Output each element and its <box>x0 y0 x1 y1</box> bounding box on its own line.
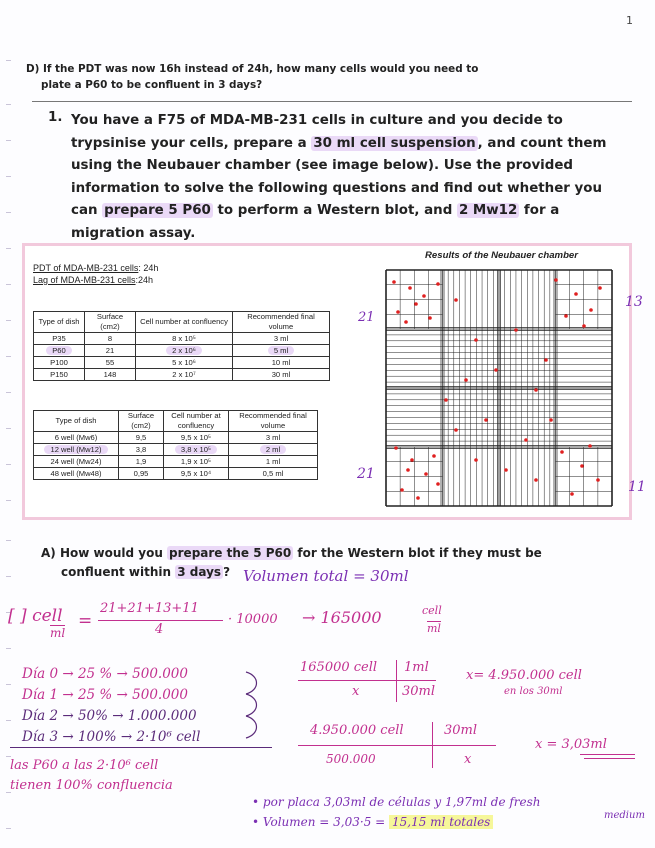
rule1-vline <box>396 660 397 702</box>
count-top-right: 13 <box>625 294 643 310</box>
cell-dot <box>394 446 398 450</box>
table-row: 48 well (Mw48) 0,95 9,5 x 10⁴ 0,5 ml <box>34 468 318 480</box>
cell-dot <box>474 338 478 342</box>
rule2-top-left: 4.950.000 cell <box>310 723 404 738</box>
cell-dot <box>574 292 578 296</box>
rule2-bottom-left: 500.000 <box>326 752 376 766</box>
bullet-1-cont: medium <box>604 810 645 821</box>
cell-dot <box>549 418 553 422</box>
count-bottom-right: 11 <box>628 479 646 495</box>
cell-dot <box>422 294 426 298</box>
cell-dot <box>424 472 428 476</box>
cell-dot <box>436 282 440 286</box>
cell-dot <box>400 488 404 492</box>
th-volume: Recommended final volume <box>233 312 330 333</box>
denominator: 4 <box>155 622 164 637</box>
neubauer-chamber-grid <box>384 268 614 508</box>
cell-dot <box>564 314 568 318</box>
question-a-line1: A) How would you prepare the 5 P60 for the Western blot if they must be <box>41 546 542 560</box>
conclusion <box>10 756 173 796</box>
result-unit-top: cell <box>422 604 442 617</box>
exercise-line-6: migration assay. <box>71 225 196 241</box>
rule2-bottom-right: x <box>464 752 472 767</box>
cell-dot <box>408 286 412 290</box>
table-row: 6 well (Mw6) 9,5 9,5 x 10⁵ 3 ml <box>34 432 318 444</box>
cell-dot <box>484 418 488 422</box>
th-volume: Recommended final volume <box>229 411 318 432</box>
highlight-total-volume: 15,15 ml totales <box>389 815 493 829</box>
exercise-text <box>71 110 636 246</box>
cell-dot <box>436 482 440 486</box>
rule2-hline <box>298 745 496 746</box>
question-a-line2: confluent within 3 days ? <box>61 565 231 579</box>
lag-info: Lag of MDA-MB-231 cells:24h <box>33 275 154 285</box>
divider <box>32 101 632 102</box>
rule2-answer-underline2 <box>584 758 635 759</box>
cell-dot <box>454 428 458 432</box>
bullet-2: • Volumen = 3,03·5 = 15,15 ml totales <box>252 815 493 829</box>
question-d-line2: plate a P60 to be confluent in 3 days? <box>41 79 263 91</box>
exercise-line-2: trypsinise your cells, prepare a 30 ml cell suspension , and count them <box>71 135 607 151</box>
exercise-line-1: You have a F75 of MDA-MB-231 cells in culture and you decide to <box>71 113 563 128</box>
highlight-2-mw12: 2 Mw12 <box>458 203 518 219</box>
rule1-bottom-left: x <box>352 684 360 699</box>
cell-dot <box>454 298 458 302</box>
day-arrows <box>238 664 278 749</box>
table-row: P35 8 8 x 10⁵ 3 ml <box>34 333 330 345</box>
cell-dot <box>414 302 418 306</box>
day-3: Día 3 → 100% → 2·10⁶ cell <box>22 729 201 745</box>
rule2-answer-underline <box>580 754 635 755</box>
conc-label: [ ] cell <box>8 606 63 626</box>
cell-dot <box>534 478 538 482</box>
rule1-hline <box>298 680 436 681</box>
th-type: Type of dish <box>34 411 119 432</box>
exercise-number: 1. <box>48 110 63 125</box>
table-well-plates <box>33 410 318 480</box>
th-cells: Cell number at confluency <box>136 312 233 333</box>
table-dishes <box>33 311 330 381</box>
cell-dot <box>560 450 564 454</box>
cell-dot <box>524 438 528 442</box>
cell-dot <box>396 310 400 314</box>
cell-dot <box>474 458 478 462</box>
highlight-5-p60: prepare 5 P60 <box>104 203 211 219</box>
exercise-line-3: using the Neubauer chamber (see image below). Use the provided <box>71 158 574 174</box>
cell-dot <box>404 320 408 324</box>
rule1-answer: x= 4.950.000 cell en los 30ml <box>466 668 582 697</box>
cell-dot <box>432 454 436 458</box>
count-bottom-left: 21 <box>357 466 375 482</box>
table-row: 24 well (Mw24) 1,9 1,9 x 10⁵ 1 ml <box>34 456 318 468</box>
question-d-line1: D) If the PDT was now 16h instead of 24h, how many cells would you need to <box>26 63 479 75</box>
cell-dot <box>428 316 432 320</box>
cell-dot <box>444 398 448 402</box>
conclusion-line2: tienen 100% confluencia <box>10 778 173 793</box>
rule2-answer: x = 3,03ml <box>535 737 607 752</box>
cell-dot <box>416 496 420 500</box>
table-row: P150 148 2 x 10⁷ 30 ml <box>34 369 330 381</box>
table-header <box>34 411 318 432</box>
th-surface: Surface (cm2) <box>119 411 164 432</box>
cell-dot <box>464 378 468 382</box>
conclusion-line1: las P60 a las 2·10⁶ cell <box>10 758 159 773</box>
rule1-top-left: 165000 cell <box>300 660 378 675</box>
neubauer-title: Results of the Neubauer chamber <box>425 250 579 261</box>
info-block <box>33 262 158 286</box>
day-1: Día 1 → 25 % → 500.000 <box>22 687 188 703</box>
cell-dot <box>410 458 414 462</box>
exercise-line-5: can prepare 5 P60 to perform a Western blot, and 2 Mw12 for a <box>71 203 560 219</box>
equals: = <box>78 611 93 631</box>
cell-dot <box>580 464 584 468</box>
cell-dot <box>570 492 574 496</box>
result-unit-bottom: ml <box>427 622 441 635</box>
question-d <box>26 61 478 93</box>
numerator: 21+21+13+11 <box>100 601 199 616</box>
table-row-highlight: 12 well (Mw12) 3,8 3,8 x 10⁵ 2 ml <box>34 444 318 456</box>
day-2: Día 2 → 50% → 1.000.000 <box>22 708 197 724</box>
cell-dot <box>582 324 586 328</box>
th-surface: Surface (cm2) <box>85 312 136 333</box>
table-row-highlight: P60 21 2 x 10⁶ 5 ml <box>34 345 330 357</box>
bullet-1: • por placa 3,03ml de células y 1,97ml de fresh <box>252 795 541 809</box>
cell-dot <box>514 328 518 332</box>
cell-dot <box>494 368 498 372</box>
table-header <box>34 312 330 333</box>
rule1-bottom-right: 30ml <box>402 684 436 699</box>
highlight-30ml: 30 ml cell suspension <box>313 135 476 151</box>
count-top-left: 21 <box>358 310 375 325</box>
cell-dot <box>504 468 508 472</box>
day-0: Día 0 → 25 % → 500.000 <box>22 666 188 682</box>
day-list <box>22 664 200 748</box>
cell-dot <box>392 280 396 284</box>
rule2-top-right: 30ml <box>444 723 478 738</box>
cell-dot <box>588 444 592 448</box>
conc-result: → 165000 <box>302 608 382 627</box>
th-cells: Cell number at confluency <box>164 411 229 432</box>
volume-total: Volumen total = 30ml <box>243 567 409 585</box>
cell-dot <box>589 308 593 312</box>
cell-dot <box>596 478 600 482</box>
fraction-bar <box>98 620 223 621</box>
exercise-line-4: information to solve the following questions and find out whether you <box>71 180 603 196</box>
cell-dot <box>544 358 548 362</box>
cell-dot <box>534 388 538 392</box>
page-number: 1 <box>626 14 633 27</box>
th-type: Type of dish <box>34 312 85 333</box>
cell-dot <box>598 286 602 290</box>
underline-day3 <box>10 747 272 748</box>
rule1-top-right: 1ml <box>404 660 429 675</box>
pdt-info: PDT of MDA-MB-231 cells: 24h <box>33 263 159 273</box>
cell-dot <box>406 468 410 472</box>
cell-dot <box>554 278 558 282</box>
factor: · 10000 <box>228 612 278 627</box>
rule2-vline <box>432 722 433 768</box>
conc-unit: ml <box>50 626 66 640</box>
table-row: P100 55 5 x 10⁶ 10 ml <box>34 357 330 369</box>
